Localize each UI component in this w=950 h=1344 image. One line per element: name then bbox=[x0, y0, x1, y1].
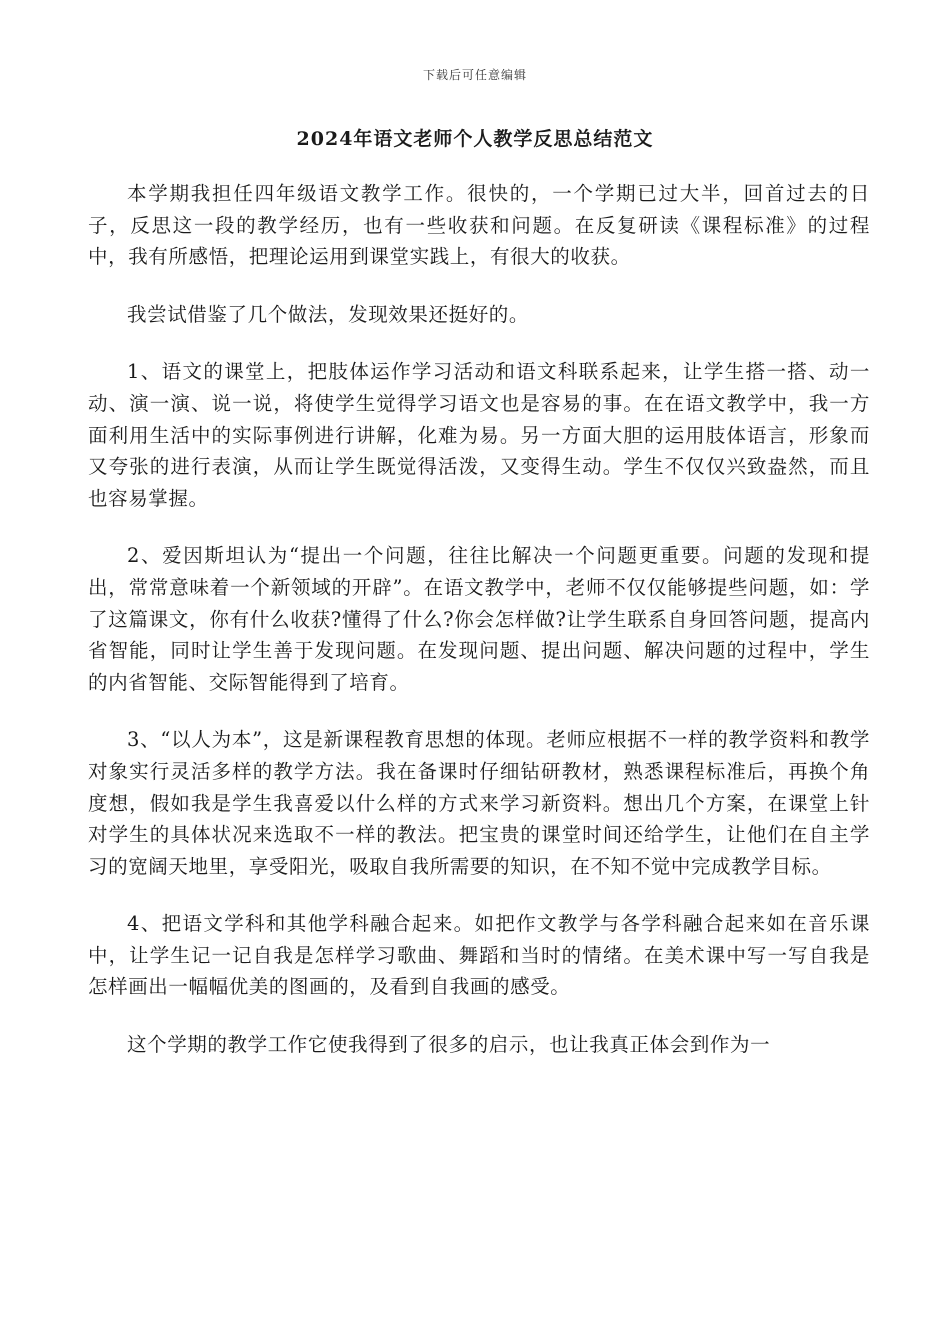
paragraph: 2、爱因斯坦认为“提出一个问题，往往比解决一个问题更重要。问题的发现和提出，常常意味着一个新领域的开辟”。在语文教学中，老师不仅仅能够提些问题，如：学了这篇课文，你有什么收获?懂得了什么?你会怎样做?让学生联系自身回答问题，提高内省智能，同时让学生善于发现问题。在发现问题、提出问题、解决问题的过程中，学生的内省智能、交际智能得到了培育。 bbox=[88, 544, 870, 694]
paragraph: 1、语文的课堂上，把肢体运作学习活动和语文科联系起来，让学生搭一搭、动一动、演一演、说一说，将使学生觉得学习语文也是容易的事。在在语文教学中，我一方面利用生活中的实际事例进行讲解，化难为易。另一方面大胆的运用肢体语言，形象而又夸张的进行表演，从而让学生既觉得活泼，又变得生动。学生不仅仅兴致盎然，而且也容易掌握。 bbox=[88, 360, 870, 510]
document-title: 2024年语文老师个人教学反思总结范文 bbox=[296, 128, 654, 150]
paragraph: 我尝试借鉴了几个做法，发现效果还挺好的。 bbox=[127, 302, 530, 326]
paragraph: 4、把语文学科和其他学科融合起来。如把作文教学与各学科融合起来如在音乐课中，让学生记一记自我是怎样学习歌曲、舞蹈和当时的情绪。在美术课中写一写自我是怎样画出一幅幅优美的图画的，及看到自我画的感受。 bbox=[88, 912, 870, 999]
header-note: 下载后可任意编辑 bbox=[422, 68, 527, 82]
paragraph: 3、“以人为本”，这是新课程教育思想的体现。老师应根据不一样的教学资料和教学对象实行灵活多样的教学方法。我在备课时仔细钻研教材，熟悉课程标准后，再换个角度想，假如我是学生我喜爱以什么样的方式来学习新资料。想出几个方案，在课堂上针对学生的具体状况来选取不一样的教法。把宝贵的课堂时间还给学生，让他们在自主学习的宽阔天地里，享受阳光，吸取自我所需要的知识，在不知不觉中完成教学目标。 bbox=[88, 728, 870, 878]
document-body bbox=[88, 178, 870, 1061]
paragraph: 这个学期的教学工作它使我得到了很多的启示，也让我真正体会到作为一 bbox=[127, 1033, 771, 1057]
paragraph: 本学期我担任四年级语文教学工作。很快的，一个学期已过大半，回首过去的日子，反思这一段的教学经历，也有一些收获和问题。在反复研读《课程标准》的过程中，我有所感悟，把理论运用到课堂实践上，有很大的收获。 bbox=[88, 182, 870, 269]
